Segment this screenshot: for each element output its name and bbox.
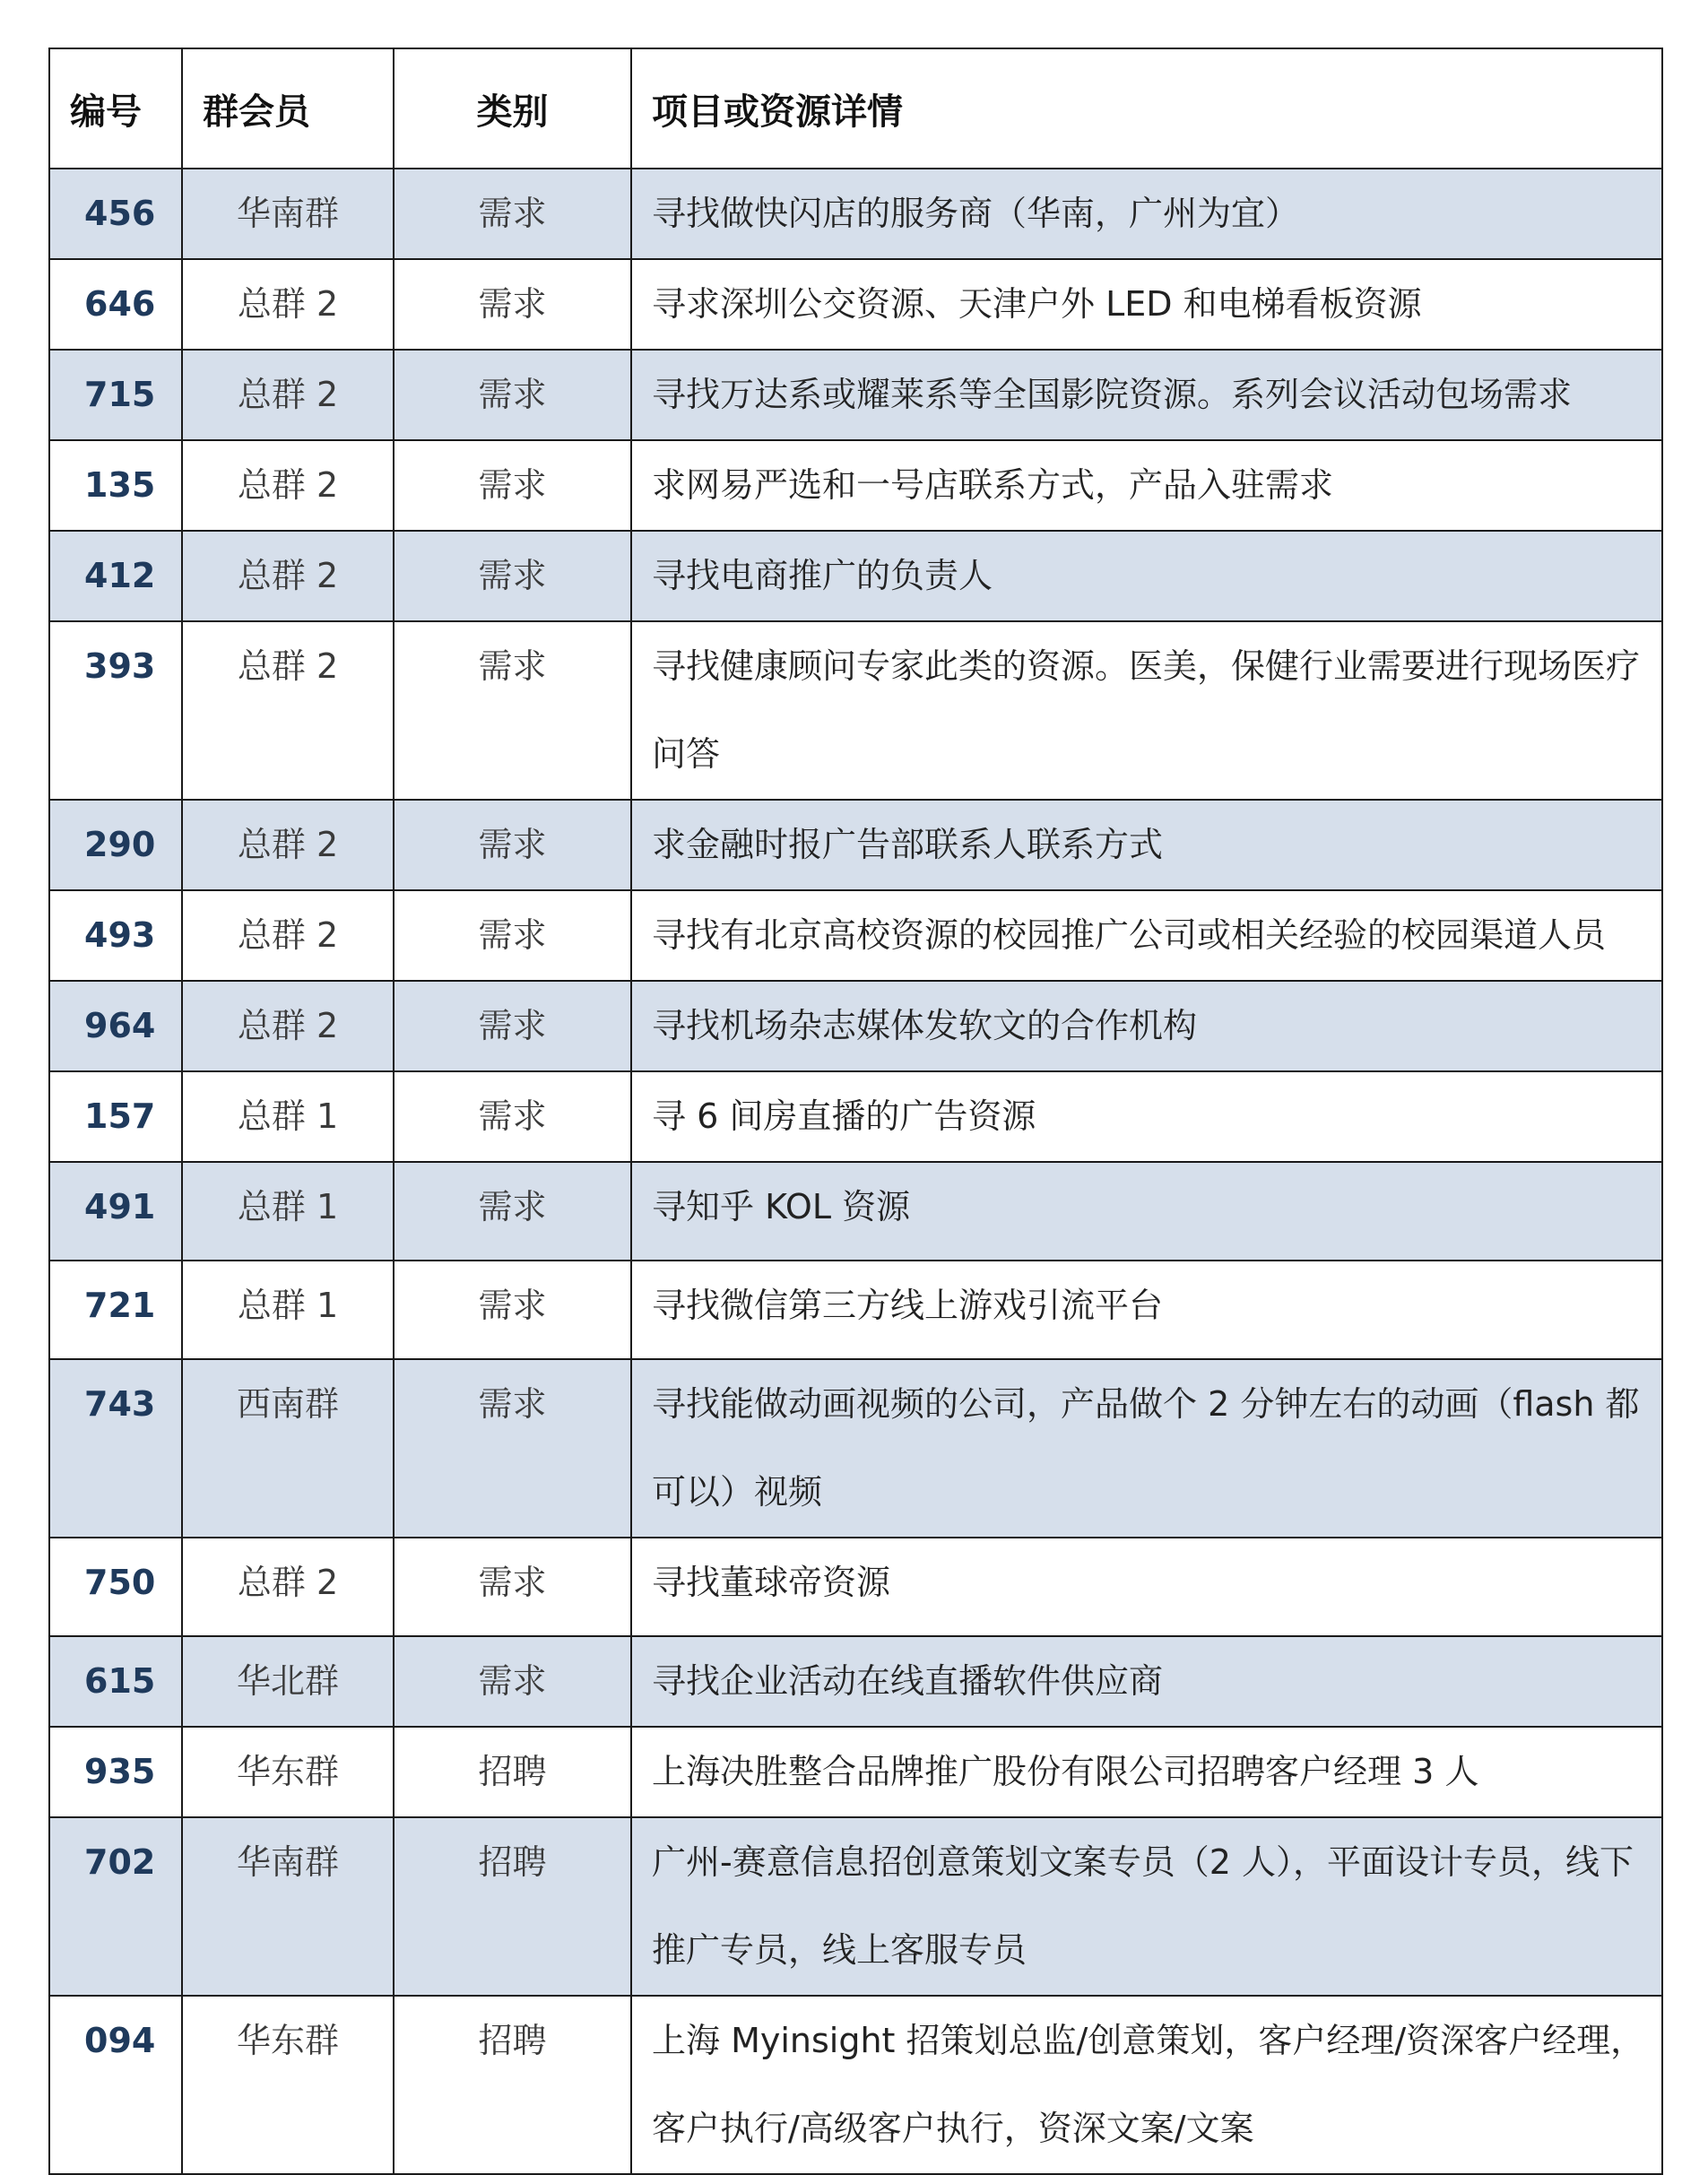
header-id: 编号 xyxy=(49,48,182,169)
table-row xyxy=(49,440,1662,531)
row-detail: 上海决胜整合品牌推广股份有限公司招聘客户经理 3 人 xyxy=(631,1727,1662,1817)
table-row xyxy=(49,621,1662,800)
row-detail: 寻找能做动画视频的公司，产品做个 2 分钟左右的动画（flash 都可以）视频 xyxy=(631,1359,1662,1538)
row-category: 招聘 xyxy=(394,1727,631,1817)
row-category: 需求 xyxy=(394,1162,631,1261)
table-row xyxy=(49,259,1662,350)
row-category: 需求 xyxy=(394,169,631,259)
row-id: 290 xyxy=(49,800,182,890)
row-member: 华南群 xyxy=(182,169,394,259)
row-member: 总群 2 xyxy=(182,531,394,621)
row-category: 需求 xyxy=(394,440,631,531)
table-row xyxy=(49,1727,1662,1817)
table-row xyxy=(49,531,1662,621)
row-category: 需求 xyxy=(394,890,631,981)
row-category: 需求 xyxy=(394,621,631,800)
table-row xyxy=(49,890,1662,981)
row-detail: 寻找健康顾问专家此类的资源。医美，保健行业需要进行现场医疗问答 xyxy=(631,621,1662,800)
table-row xyxy=(49,1359,1662,1538)
row-id: 393 xyxy=(49,621,182,800)
row-category: 需求 xyxy=(394,1636,631,1727)
row-category: 需求 xyxy=(394,531,631,621)
row-detail: 寻找有北京高校资源的校园推广公司或相关经验的校园渠道人员 xyxy=(631,890,1662,981)
row-member: 总群 2 xyxy=(182,1538,394,1636)
row-member: 华东群 xyxy=(182,1996,394,2174)
row-id: 493 xyxy=(49,890,182,981)
row-category: 需求 xyxy=(394,350,631,440)
table-row xyxy=(49,1071,1662,1162)
row-member: 总群 2 xyxy=(182,800,394,890)
table-row xyxy=(49,800,1662,890)
row-member: 总群 2 xyxy=(182,350,394,440)
table-row xyxy=(49,1817,1662,1996)
row-member: 总群 2 xyxy=(182,259,394,350)
row-detail: 上海 Myinsight 招策划总监/创意策划，客户经理/资深客户经理，客户执行/高级客户执行，资深文案/文案 xyxy=(631,1996,1662,2174)
row-member: 总群 2 xyxy=(182,981,394,1071)
row-detail: 寻找万达系或耀莱系等全国影院资源。系列会议活动包场需求 xyxy=(631,350,1662,440)
header-member: 群会员 xyxy=(182,48,394,169)
row-id: 715 xyxy=(49,350,182,440)
row-id: 135 xyxy=(49,440,182,531)
row-id: 702 xyxy=(49,1817,182,1996)
table-row xyxy=(49,350,1662,440)
table-header xyxy=(49,48,1662,169)
header-category: 类别 xyxy=(394,48,631,169)
row-member: 总群 1 xyxy=(182,1162,394,1261)
row-detail: 求金融时报广告部联系人联系方式 xyxy=(631,800,1662,890)
table-row xyxy=(49,1636,1662,1727)
row-member: 华北群 xyxy=(182,1636,394,1727)
row-detail: 广州-赛意信息招创意策划文案专员（2 人），平面设计专员，线下推广专员，线上客服专员 xyxy=(631,1817,1662,1996)
header-row xyxy=(49,48,1662,169)
row-category: 需求 xyxy=(394,981,631,1071)
row-category: 需求 xyxy=(394,1261,631,1359)
row-id: 964 xyxy=(49,981,182,1071)
row-id: 456 xyxy=(49,169,182,259)
row-category: 招聘 xyxy=(394,1817,631,1996)
row-detail: 寻找做快闪店的服务商（华南，广州为宜） xyxy=(631,169,1662,259)
row-member: 总群 2 xyxy=(182,621,394,800)
table-row xyxy=(49,1261,1662,1359)
row-detail: 寻找微信第三方线上游戏引流平台 xyxy=(631,1261,1662,1359)
row-id: 935 xyxy=(49,1727,182,1817)
row-id: 721 xyxy=(49,1261,182,1359)
row-detail: 寻找董球帝资源 xyxy=(631,1538,1662,1636)
row-id: 491 xyxy=(49,1162,182,1261)
row-detail: 寻知乎 KOL 资源 xyxy=(631,1162,1662,1261)
header-detail: 项目或资源详情 xyxy=(631,48,1662,169)
row-member: 总群 1 xyxy=(182,1071,394,1162)
row-id: 615 xyxy=(49,1636,182,1727)
table-row xyxy=(49,1538,1662,1636)
row-member: 西南群 xyxy=(182,1359,394,1538)
table-row xyxy=(49,981,1662,1071)
row-category: 需求 xyxy=(394,1359,631,1538)
table-body xyxy=(49,169,1662,2174)
row-category: 招聘 xyxy=(394,1996,631,2174)
row-category: 需求 xyxy=(394,800,631,890)
resource-table xyxy=(48,48,1663,2175)
row-id: 157 xyxy=(49,1071,182,1162)
row-id: 646 xyxy=(49,259,182,350)
row-category: 需求 xyxy=(394,1071,631,1162)
row-detail: 寻求深圳公交资源、天津户外 LED 和电梯看板资源 xyxy=(631,259,1662,350)
row-id: 094 xyxy=(49,1996,182,2174)
row-detail: 寻 6 间房直播的广告资源 xyxy=(631,1071,1662,1162)
row-category: 需求 xyxy=(394,259,631,350)
row-detail: 寻找机场杂志媒体发软文的合作机构 xyxy=(631,981,1662,1071)
row-id: 412 xyxy=(49,531,182,621)
row-id: 750 xyxy=(49,1538,182,1636)
row-member: 总群 2 xyxy=(182,440,394,531)
row-category: 需求 xyxy=(394,1538,631,1636)
table-row xyxy=(49,169,1662,259)
row-detail: 寻找电商推广的负责人 xyxy=(631,531,1662,621)
row-id: 743 xyxy=(49,1359,182,1538)
row-member: 华南群 xyxy=(182,1817,394,1996)
table-row xyxy=(49,1162,1662,1261)
row-member: 华东群 xyxy=(182,1727,394,1817)
row-detail: 求网易严选和一号店联系方式，产品入驻需求 xyxy=(631,440,1662,531)
row-member: 总群 2 xyxy=(182,890,394,981)
row-member: 总群 1 xyxy=(182,1261,394,1359)
table-row xyxy=(49,1996,1662,2174)
row-detail: 寻找企业活动在线直播软件供应商 xyxy=(631,1636,1662,1727)
